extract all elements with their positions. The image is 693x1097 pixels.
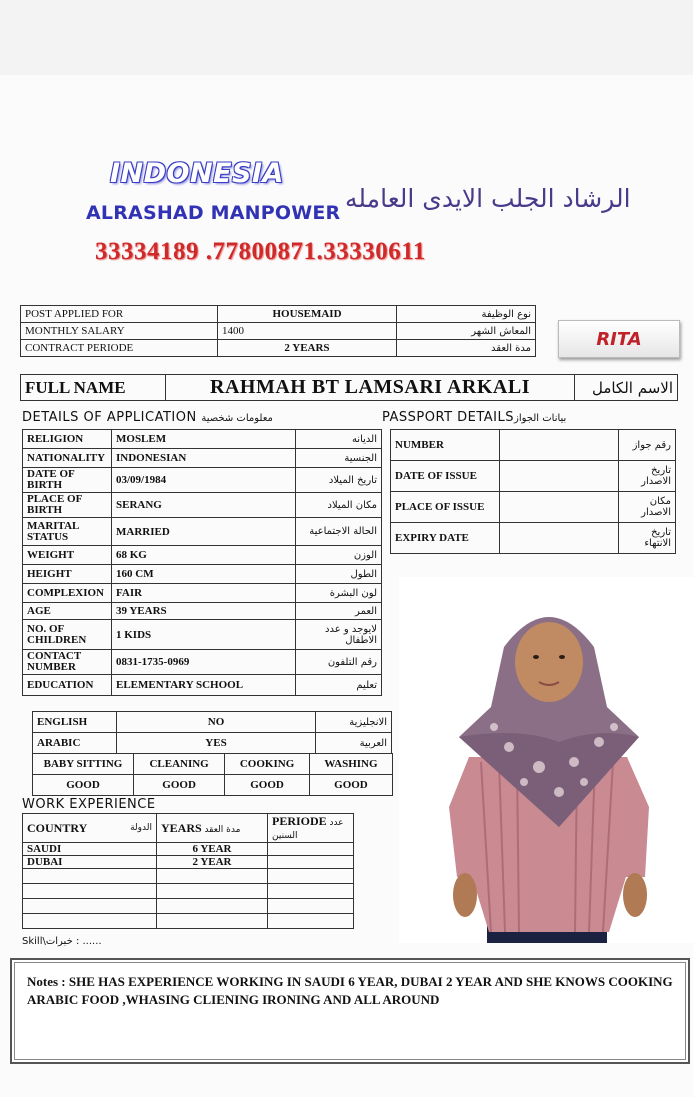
work-table (22, 813, 354, 929)
detail-value: INDONESIAN (112, 449, 296, 468)
table-row (23, 565, 382, 584)
table-row (23, 493, 382, 518)
detail-value: 160 CM (112, 565, 296, 584)
detail-label: DATE OF BIRTH (23, 468, 112, 493)
work-country (23, 884, 157, 899)
detail-value: SERANG (112, 493, 296, 518)
job-value: 1400 (218, 323, 397, 340)
detail-label: HEIGHT (23, 565, 112, 584)
table-row (23, 869, 354, 884)
work-years (157, 899, 268, 914)
table-row (23, 899, 354, 914)
detail-label: WEIGHT (23, 546, 112, 565)
table-row (33, 712, 392, 733)
passport-label: DATE OF ISSUE (391, 461, 500, 492)
table-row (23, 584, 382, 603)
detail-value: MARRIED (112, 518, 296, 546)
work-years (157, 869, 268, 884)
work-periode (268, 899, 354, 914)
language-value: YES (117, 733, 316, 754)
passport-label-ar: تاريخ الانتهاء (619, 523, 676, 554)
language-label-ar: العربية (316, 733, 392, 754)
periode-header-ar: عدد السنين (272, 818, 344, 841)
details-section-title (22, 410, 273, 425)
table-row (391, 492, 676, 523)
work-header-years (157, 814, 268, 843)
table-row (23, 449, 382, 468)
detail-value: 39 YEARS (112, 603, 296, 620)
skill-value: GOOD (134, 775, 225, 796)
passport-value (500, 492, 619, 523)
work-country (23, 914, 157, 929)
detail-label-ar: تاريخ الميلاد (296, 468, 382, 493)
detail-label-ar: الحالة الاجتماعية (296, 518, 382, 546)
full-name-table (20, 374, 678, 401)
detail-label-ar: الوزن (296, 546, 382, 565)
work-header-country (23, 814, 157, 843)
job-label: MONTHLY SALARY (21, 323, 218, 340)
job-value: HOUSEMAID (218, 306, 397, 323)
agency-name-en: ALRASHAD MANPOWER (86, 202, 341, 224)
detail-value: MOSLEM (112, 430, 296, 449)
table-row (21, 306, 536, 323)
job-label: POST APPLIED FOR (21, 306, 218, 323)
table-row (23, 814, 354, 843)
table-row (23, 856, 354, 869)
table-row (23, 843, 354, 856)
job-value: 2 YEARS (218, 340, 397, 357)
work-years (157, 884, 268, 899)
table-row (23, 430, 382, 449)
work-country: DUBAI (23, 856, 157, 869)
details-table (22, 429, 382, 696)
table-row (23, 620, 382, 650)
languages-table (32, 711, 392, 754)
table-row (21, 323, 536, 340)
detail-value: ELEMENTARY SCHOOL (112, 675, 296, 696)
work-country (23, 869, 157, 884)
skill-header: CLEANING (134, 754, 225, 775)
table-row (23, 518, 382, 546)
detail-label: NO. OF CHILDREN (23, 620, 112, 650)
full-name-label: FULL NAME (21, 375, 166, 401)
passport-title: PASSPORT DETAILS (382, 410, 515, 425)
detail-label-ar: رقم التلفون (296, 650, 382, 675)
periode-header: PERIODE (272, 814, 327, 828)
table-row (23, 884, 354, 899)
skills-table (32, 753, 393, 796)
detail-label: MARITAL STATUS (23, 518, 112, 546)
agency-name-ar: الرشاد الجلب الايدى العامله (345, 184, 631, 213)
table-row (33, 775, 393, 796)
passport-value (500, 523, 619, 554)
skill-header: BABY SITTING (33, 754, 134, 775)
years-header-ar: مدة العقد (204, 824, 241, 835)
detail-label: AGE (23, 603, 112, 620)
details-title-ar: معلومات شخصية (201, 413, 273, 424)
passport-section-title (382, 410, 566, 425)
detail-value: 1 KIDS (112, 620, 296, 650)
candidate-photo (399, 577, 693, 943)
full-name-value: RAHMAH BT LAMSARI ARKALI (166, 375, 575, 401)
skill-value: GOOD (309, 775, 392, 796)
candidate-photo-illustration (399, 577, 693, 943)
table-row (23, 914, 354, 929)
language-value: NO (117, 712, 316, 733)
table-row (23, 603, 382, 620)
detail-label: EDUCATION (23, 675, 112, 696)
work-periode (268, 914, 354, 929)
detail-label-ar: مكان الميلاد (296, 493, 382, 518)
skill-value: GOOD (225, 775, 310, 796)
skill-header: WASHING (309, 754, 392, 775)
job-label-ar: نوع الوظيفة (397, 306, 536, 323)
passport-label: EXPIRY DATE (391, 523, 500, 554)
table-row (23, 468, 382, 493)
detail-label-ar: الطول (296, 565, 382, 584)
passport-label: NUMBER (391, 430, 500, 461)
detail-label-ar: الديانه (296, 430, 382, 449)
job-label-ar: مدة العقد (397, 340, 536, 357)
detail-label-ar: لون البشرة (296, 584, 382, 603)
skill-line: Skill\خبرات : ...... (22, 936, 102, 947)
passport-value (500, 461, 619, 492)
table-row (21, 340, 536, 357)
top-band (0, 0, 693, 75)
passport-label-ar: مكان الاصدار (619, 492, 676, 523)
skill-header: COOKING (225, 754, 310, 775)
detail-label: PLACE OF BIRTH (23, 493, 112, 518)
table-row (33, 754, 393, 775)
full-name-label-ar: الاسم الكامل (575, 375, 678, 401)
language-label: ARABIC (33, 733, 117, 754)
detail-value: FAIR (112, 584, 296, 603)
notes-text: Notes : SHE HAS EXPERIENCE WORKING IN SAUDI 6 YEAR, DUBAI 2 YEAR AND SHE KNOWS COOKING ARABIC FOOD ,WHASING CLIENING IRONING AND ALL AROUND (14, 962, 686, 1060)
job-label-ar: المعاش الشهر (397, 323, 536, 340)
detail-label-ar: لايوجد و عدد الاطفال (296, 620, 382, 650)
passport-label-ar: تاريخ الاصدار (619, 461, 676, 492)
job-label: CONTRACT PERIODE (21, 340, 218, 357)
detail-label: CONTACT NUMBER (23, 650, 112, 675)
passport-value (500, 430, 619, 461)
country-header: COUNTRY (27, 820, 88, 835)
work-periode (268, 856, 354, 869)
table-row (33, 733, 392, 754)
table-row (391, 461, 676, 492)
job-table (20, 305, 536, 357)
work-country (23, 899, 157, 914)
table-row (23, 650, 382, 675)
work-years: 6 YEAR (157, 843, 268, 856)
years-header: YEARS (161, 820, 202, 835)
detail-value: 68 KG (112, 546, 296, 565)
detail-label: RELIGION (23, 430, 112, 449)
table-row (391, 523, 676, 554)
table-row (23, 546, 382, 565)
country-header-ar: الدولة (130, 822, 152, 833)
detail-label: COMPLEXION (23, 584, 112, 603)
table-row (21, 375, 678, 401)
passport-title-ar: بيانات الجواز (514, 413, 567, 424)
detail-label: NATIONALITY (23, 449, 112, 468)
work-periode (268, 869, 354, 884)
work-periode (268, 884, 354, 899)
work-experience-title: WORK EXPERIENCE (22, 797, 156, 812)
phone-numbers: 33334189 .77800871.33330611 (95, 238, 426, 265)
details-title: DETAILS OF APPLICATION (22, 410, 197, 425)
passport-table (390, 429, 676, 554)
passport-label-ar: رقم جواز (619, 430, 676, 461)
work-country: SAUDI (23, 843, 157, 856)
language-label: ENGLISH (33, 712, 117, 733)
language-label-ar: الانجليزية (316, 712, 392, 733)
table-row (391, 430, 676, 461)
table-row (23, 675, 382, 696)
skill-value: GOOD (33, 775, 134, 796)
detail-value: 0831-1735-0969 (112, 650, 296, 675)
candidate-nickname-badge: RITA (558, 320, 680, 358)
detail-value: 03/09/1984 (112, 468, 296, 493)
work-header-periode (268, 814, 354, 843)
work-years: 2 YEAR (157, 856, 268, 869)
detail-label-ar: الجنسية (296, 449, 382, 468)
work-periode (268, 843, 354, 856)
work-years (157, 914, 268, 929)
passport-label: PLACE OF ISSUE (391, 492, 500, 523)
detail-label-ar: تعليم (296, 675, 382, 696)
country-title: INDONESIA (110, 158, 284, 189)
detail-label-ar: العمر (296, 603, 382, 620)
notes-box (10, 958, 690, 1064)
